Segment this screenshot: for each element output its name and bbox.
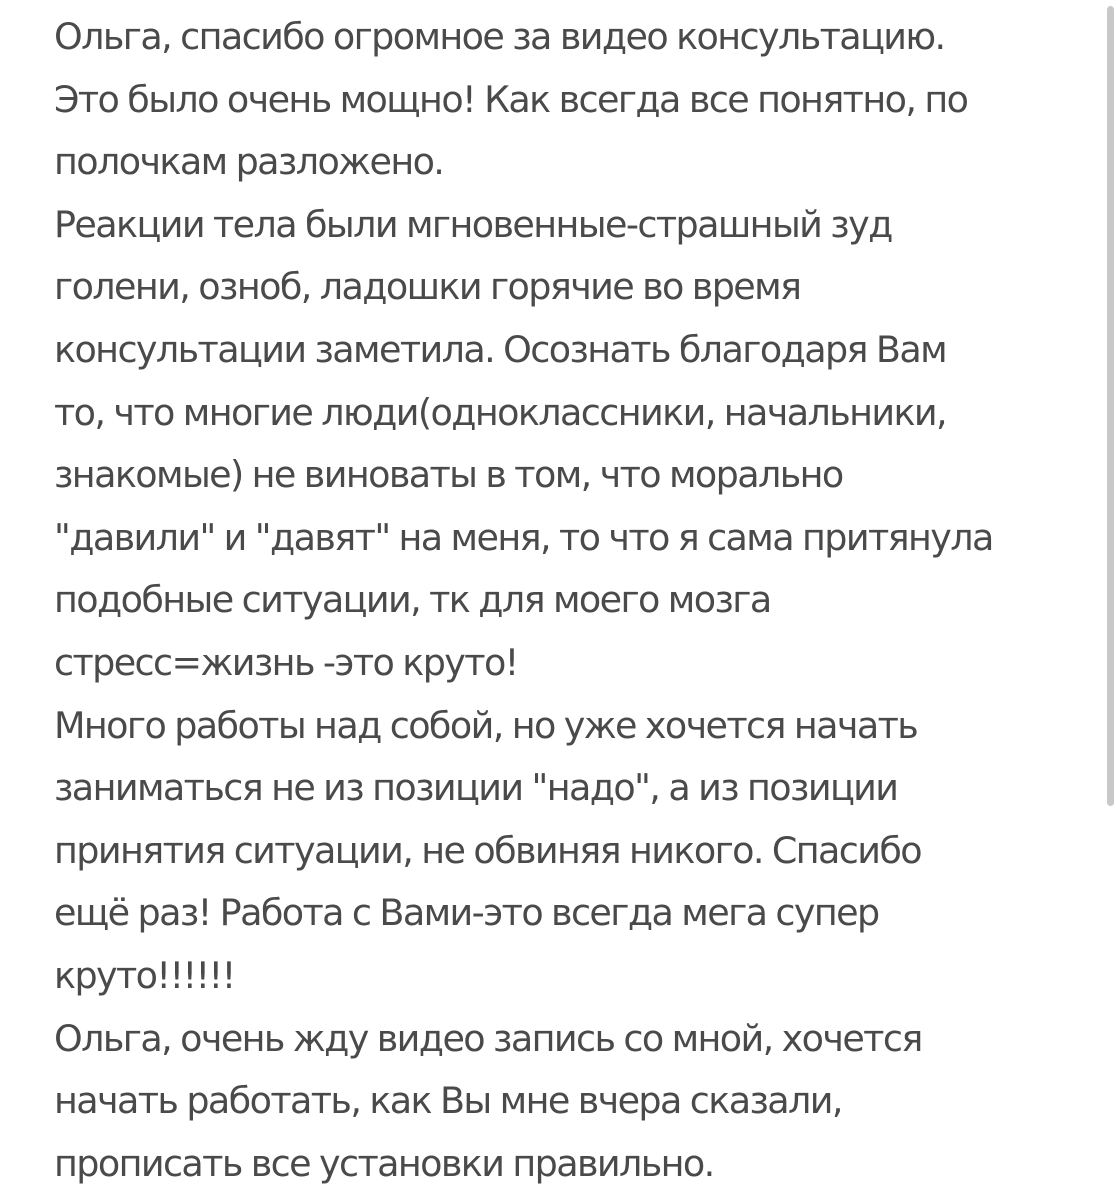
scrollbar-track[interactable] [1102,0,1116,1200]
message-line: то, что многие люди(одноклассники, начальники, [54,390,947,434]
message-line: Это было очень мощно! Как всегда все понятно, по [54,77,968,121]
message-line: прописать все установки правильно. [54,1141,714,1185]
message-line: начать работать, как Вы мне вчера сказали, [54,1079,842,1123]
scrollbar-thumb[interactable] [1107,6,1114,806]
message-line: голени, озноб, ладошки горячие во время [54,265,801,309]
message-line: знакомые) не виноваты в том, что морально [54,453,843,497]
message-line: Ольга, спасибо огромное за видео консультацию. [54,15,945,58]
message-line: подобные ситуации, тк для моего мозга [54,578,771,622]
message-line: заниматься не из позиции "надо", а из позиции [54,766,898,810]
message-line: Реакции тела были мгновенные-страшный зуд [54,202,892,246]
message-line: круто!!!!!! [54,953,235,997]
message-line: ещё раз! Работа с Вами-это всегда мега супер [54,891,879,935]
message-text [54,6,1094,1195]
message-line: консультации заметила. Осознать благодаря Вам [54,327,947,371]
message-line: Ольга, очень жду видео запись со мной, хочется [54,1016,922,1060]
message-line: принятия ситуации, не обвиняя никого. Спасибо [54,828,922,872]
message-line: стресс=жизнь -это круто! [54,640,518,684]
message-line: полочкам разложено. [54,140,444,184]
message-line: "давили" и "давят" на меня, то что я сама притянула [54,515,993,559]
message-line: Много работы над собой, но уже хочется начать [54,703,918,747]
